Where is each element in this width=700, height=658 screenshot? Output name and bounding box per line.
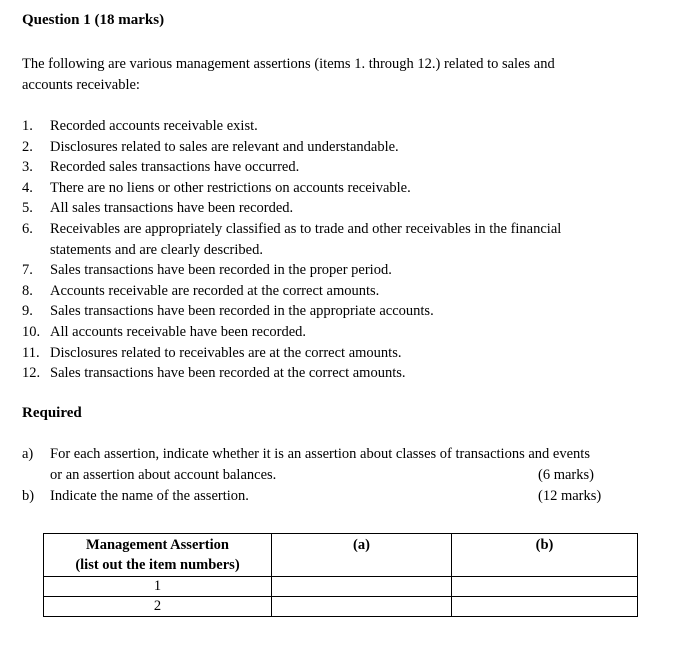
part-b-line-1: Indicate the name of the assertion. bbox=[50, 488, 249, 504]
table-body bbox=[44, 577, 638, 617]
assertion-text: There are no liens or other restrictions on accounts receivable. bbox=[50, 179, 411, 196]
header-col-b: (b) bbox=[452, 534, 638, 577]
header-management-assertion bbox=[44, 534, 272, 577]
part-a-line-1: For each assertion, indicate whether it is an assertion about classes of transactions and events bbox=[50, 446, 590, 462]
part-b-label: b) bbox=[22, 488, 35, 504]
assertion-number: 12. bbox=[22, 365, 41, 382]
assertion-text: Sales transactions have been recorded in the proper period. bbox=[50, 262, 392, 279]
part-a-line-2: or an assertion about account balances. bbox=[50, 467, 277, 483]
answer-cell-b[interactable] bbox=[452, 577, 638, 597]
assertion-table bbox=[43, 533, 638, 617]
assertion-text: Recorded accounts receivable exist. bbox=[50, 118, 258, 134]
header-col1-line1: Management Assertion bbox=[86, 537, 229, 553]
assertion-number: 1. bbox=[22, 118, 33, 134]
assertion-text: Receivables are appropriately classified as to trade and other receivables in the financial bbox=[50, 221, 562, 237]
answer-cell-a[interactable] bbox=[272, 597, 452, 617]
header-col-a: (a) bbox=[272, 534, 452, 577]
intro-line-1: The following are various management assertions (items 1. through 12.) related to sales and bbox=[22, 56, 555, 72]
part-a-marks: (6 marks) bbox=[538, 467, 594, 483]
header-col1-line2: (list out the item numbers) bbox=[75, 557, 240, 573]
question-title: Question 1 (18 marks) bbox=[22, 12, 165, 28]
part-b-marks: (12 marks) bbox=[538, 488, 602, 504]
assertion-number: 7. bbox=[22, 262, 33, 279]
required-heading: Required bbox=[22, 405, 82, 421]
assertion-text: All accounts receivable have been recorded. bbox=[50, 324, 307, 340]
assertion-text: Sales transactions have been recorded in the appropriate accounts. bbox=[50, 303, 434, 320]
assertion-text: statements and are clearly described. bbox=[50, 241, 263, 258]
assertion-number: 2. bbox=[22, 138, 33, 155]
table-header-row bbox=[44, 534, 638, 577]
item-number-cell: 2 bbox=[44, 597, 272, 617]
assertion-text: Accounts receivable are recorded at the correct amounts. bbox=[50, 282, 380, 299]
answer-cell-b[interactable] bbox=[452, 597, 638, 617]
part-a-label: a) bbox=[22, 446, 34, 462]
assertion-number: 4. bbox=[22, 179, 33, 196]
assertion-number: 11. bbox=[22, 344, 40, 361]
intro-line-2: accounts receivable: bbox=[22, 77, 140, 93]
assertion-number: 3. bbox=[22, 159, 33, 176]
answer-cell-a[interactable] bbox=[272, 577, 452, 597]
assertion-text: Disclosures related to receivables are at the correct amounts. bbox=[50, 344, 402, 361]
assertion-text: Disclosures related to sales are relevant and understandable. bbox=[50, 138, 399, 155]
table-row bbox=[44, 597, 638, 617]
assertion-number: 9. bbox=[22, 303, 33, 320]
assertion-text: Sales transactions have been recorded at the correct amounts. bbox=[50, 365, 406, 382]
assertion-text: All sales transactions have been recorded. bbox=[50, 200, 294, 217]
table-row bbox=[44, 577, 638, 597]
assertion-number: 10. bbox=[22, 324, 41, 340]
item-number-cell: 1 bbox=[44, 577, 272, 597]
assertion-number: 8. bbox=[22, 282, 33, 299]
assertion-number: 5. bbox=[22, 200, 33, 217]
assertion-text: Recorded sales transactions have occurred. bbox=[50, 159, 300, 176]
assertion-number: 6. bbox=[22, 221, 33, 237]
